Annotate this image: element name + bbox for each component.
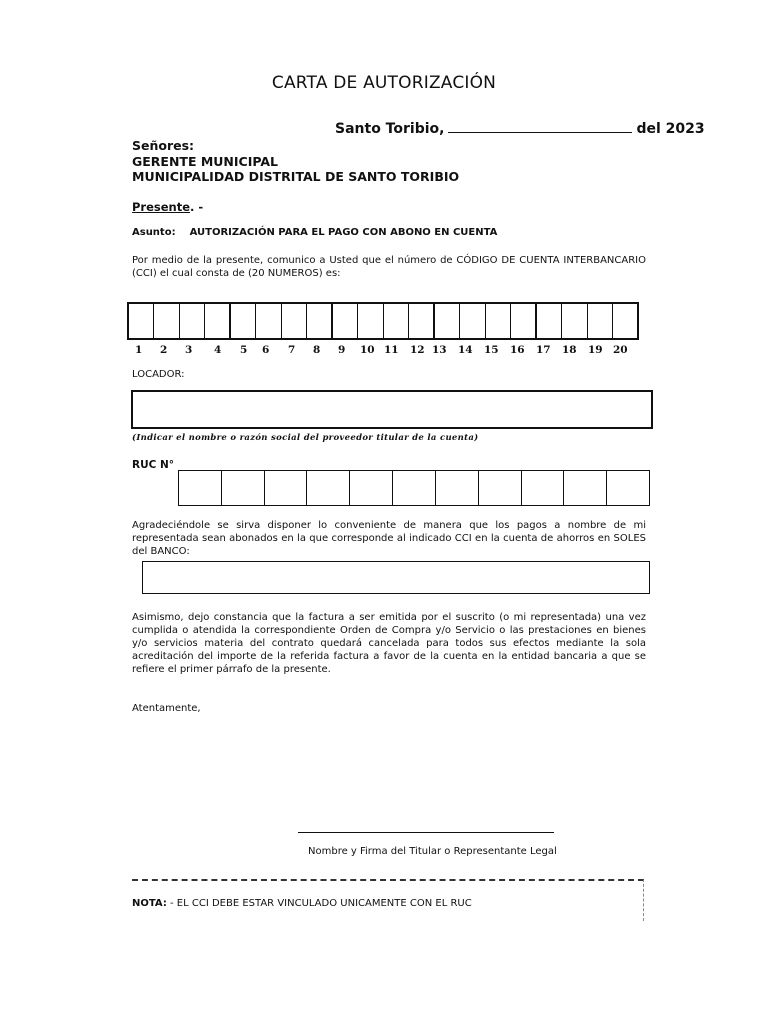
cci-box[interactable] (358, 304, 383, 338)
cci-box[interactable] (435, 304, 460, 338)
nota-line (132, 898, 472, 909)
cci-box[interactable] (486, 304, 511, 338)
closing-text: Atentamente, (132, 703, 201, 714)
bank-name-field[interactable] (142, 561, 650, 594)
cci-number: 4 (214, 344, 222, 356)
cci-number: 19 (588, 344, 603, 356)
subject-line (132, 227, 497, 238)
cci-number: 12 (410, 344, 425, 356)
ruc-box[interactable] (479, 470, 522, 505)
cci-box[interactable] (588, 304, 613, 338)
ruc-box[interactable] (307, 470, 350, 505)
cci-number: 20 (613, 344, 628, 356)
cci-number: 8 (313, 344, 321, 356)
cci-box[interactable] (205, 304, 231, 338)
cci-number: 3 (185, 344, 193, 356)
cci-box[interactable] (613, 304, 637, 338)
ruc-box[interactable] (522, 470, 565, 505)
cci-number: 2 (160, 344, 168, 356)
locador-hint: (Indicar el nombre o razón social del proveedor titular de la cuenta) (132, 433, 479, 443)
subject-text: AUTORIZACIÓN PARA EL PAGO CON ABONO EN CUENTA (189, 227, 498, 238)
document-title: CARTA DE AUTORIZACIÓN (271, 73, 497, 93)
presente-label: Presente (132, 200, 191, 214)
date-blank-field[interactable] (448, 120, 632, 133)
locador-name-field[interactable] (131, 390, 653, 429)
cci-number: 7 (288, 344, 296, 356)
date-line (335, 120, 705, 137)
cci-number: 18 (562, 344, 577, 356)
cci-box[interactable] (460, 304, 485, 338)
cci-number: 1 (135, 344, 143, 356)
cci-number: 16 (510, 344, 525, 356)
ruc-box[interactable] (393, 470, 436, 505)
ruc-box[interactable] (436, 470, 479, 505)
cci-box[interactable] (409, 304, 435, 338)
cci-number: 17 (536, 344, 551, 356)
cci-box[interactable] (384, 304, 409, 338)
invoice-paragraph: Asimismo, dejo constancia que la factura a ser emitida por el suscrito (o mi representada) una vez cumplida o atendida la correspondiente Orden de Compra y/o Servicio o las prestaciones en bienes y/o servicios materia del contrato quedará cancelada para todos sus efectos mediante la sola acreditación del importe de la referida factura a favor de la cuenta en la entidad bancaria a que se refiere el primer párrafo de la presente. (132, 612, 646, 675)
cci-digit-boxes[interactable] (127, 302, 639, 340)
cci-number: 6 (262, 344, 270, 356)
signature-label: Nombre y Firma del Titular o Representante Legal (308, 846, 557, 857)
presente-suffix: . - (190, 200, 204, 214)
ruc-box[interactable] (350, 470, 393, 505)
date-place: Santo Toribio, (335, 121, 445, 137)
cci-box[interactable] (282, 304, 307, 338)
cci-number: 5 (240, 344, 248, 356)
ruc-box[interactable] (265, 470, 308, 505)
cci-box[interactable] (333, 304, 358, 338)
cci-box[interactable] (307, 304, 333, 338)
salutation: Señores: (132, 138, 195, 153)
ruc-box[interactable] (607, 470, 649, 505)
cci-box[interactable] (180, 304, 205, 338)
cci-number: 15 (484, 344, 499, 356)
ruc-digit-boxes[interactable] (178, 470, 650, 506)
ruc-label: RUC N° (132, 459, 175, 471)
nota-label: NOTA: (132, 898, 167, 909)
ruc-box[interactable] (222, 470, 265, 505)
subject-label: Asunto: (132, 227, 176, 238)
ruc-box[interactable] (179, 470, 222, 505)
cci-box[interactable] (537, 304, 562, 338)
cci-box[interactable] (129, 304, 154, 338)
ruc-box[interactable] (564, 470, 607, 505)
intro-paragraph: Por medio de la presente, comunico a Usted que el número de CÓDIGO DE CUENTA INTERBANCARIO (CCI) el cual consta de (20 NUMEROS) es: (132, 255, 646, 279)
nota-text: - EL CCI DEBE ESTAR VINCULADO UNICAMENTE CON EL RUC (166, 898, 472, 909)
cci-box[interactable] (562, 304, 587, 338)
cci-number: 14 (458, 344, 473, 356)
cci-box[interactable] (231, 304, 256, 338)
cci-number: 13 (432, 344, 447, 356)
cci-number: 11 (384, 344, 399, 356)
cci-number: 9 (338, 344, 346, 356)
cci-box[interactable] (256, 304, 281, 338)
bank-paragraph: Agradeciéndole se sirva disponer lo conveniente de manera que los pagos a nombre de mi representada sean abonados en la que corresponde al indicado CCI en la cuenta de ahorros en SOLES del BANCO: (132, 520, 646, 557)
cci-box[interactable] (511, 304, 537, 338)
locador-label: LOCADOR: (132, 369, 185, 380)
cci-box[interactable] (154, 304, 179, 338)
date-year: del 2023 (636, 121, 705, 137)
signature-line[interactable] (298, 832, 554, 833)
addressee-line-1: GERENTE MUNICIPAL (132, 154, 279, 169)
presente-line (132, 200, 203, 214)
addressee-line-2: MUNICIPALIDAD DISTRITAL DE SANTO TORIBIO (132, 169, 460, 184)
cci-number: 10 (360, 344, 375, 356)
